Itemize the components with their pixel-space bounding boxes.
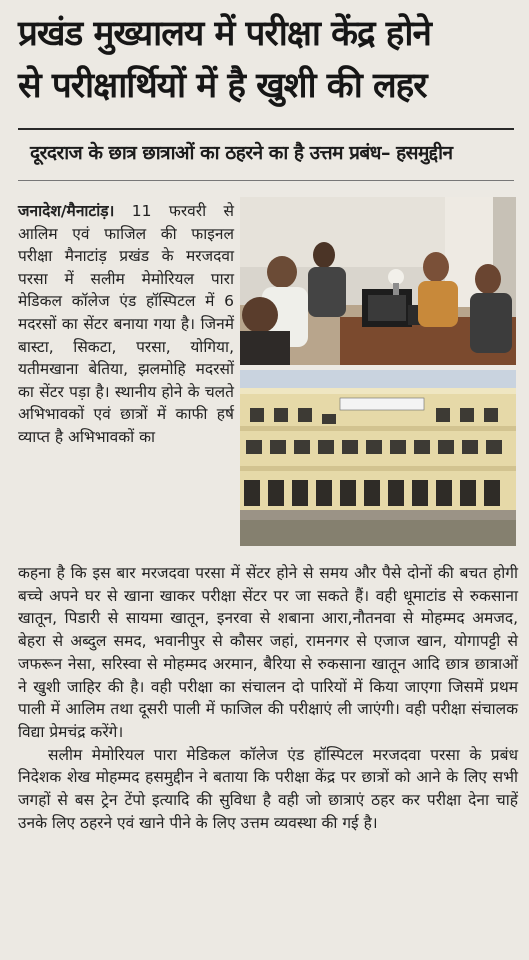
headline-line-2: से परीक्षार्थियों में है खुशी की लहर — [18, 66, 427, 106]
headline-divider — [18, 128, 514, 130]
college-building-illustration — [240, 370, 516, 546]
dateline: जनादेश/मैनाटांड़। — [18, 202, 115, 220]
subheadline: दूरदराज के छात्र छात्राओं का ठहरने का है उत्तम प्रबंध– हसमुद्दीन — [30, 142, 453, 164]
article-body — [18, 562, 518, 834]
article-column-text — [18, 200, 234, 449]
article-paragraph-2: सलीम मेमोरियल पारा मेडिकल कॉलेज एंड हॉस्पिटल मरजदवा परसा के प्रबंध निदेशक शेख मोहम्मद हसमुद्दीन ने बताया कि परीक्षा केंद्र पर छात्रों को आने के लिए सभी जगहों से बस ट्रेन टेंपो इत्यादि की सुविधा है वही जो छात्राएं ठहर कर परीक्षा देना चाहें उनके लिए ठहरने एवं खाने पीने के लिए उत्तम व्यवस्था की गई है। — [18, 745, 518, 832]
building-photo — [240, 370, 516, 546]
meeting-photo — [240, 197, 516, 365]
article-paragraph-1: कहना है कि इस बार मरजदवा परसा में सेंटर होने से समय और पैसे दोनों की बचत होगी बच्चे अपने घर से खाना खाकर परीक्षा सेंटर पर जा सकते हैं। वही धूमाटांड से रुकसाना खातून, पिडारी से सायमा खातून, इनरवा से शबाना आरा,नौतनवा से मोहम्मद अमजद, बेहरा से अब्दुल समद, भवानीपुर से कौसर जहां, रामनगर से एजाज खान, योगापट्टी से जफरून नेसा, सरिस्वा से मोहम्मद अरमान, बैरिया से रुकसाना खातून आदि छात्र छात्राओं ने खुशी जाहिर की है। वही परीक्षा का संचालन दो पारियों में किया जाएगा जिसमें प्रथम पाली में आलिम तथा दूसरी पाली में फाजिल की परीक्षाएं ली जाएंगी। वही परीक्षा संचालक विद्या प्रेमचंद्र करेंगे। — [18, 564, 518, 741]
headline-line-1: प्रखंड मुख्यालय में परीक्षा केंद्र होने — [18, 14, 431, 54]
subheadline-divider — [18, 180, 514, 181]
headline — [18, 8, 518, 112]
meeting-scene-illustration — [240, 197, 516, 365]
column-body: 11 फरवरी से आलिम एवं फाजिल की फाइनल परीक्षा मैनाटांड़ प्रखंड के मरजदवा परसा में सलीम मेमोरियल पारा मेडिकल कॉलेज एंड हॉस्पिटल में 6 मदरसों का सेंटर बनाया गया है। जिनमें बास्टा, सिकटा, परसा, योगिया, यतीमखाना बेतिया, झलमोहि मदरसों का सेंटर पड़ा है। स्थानीय होने के चलते अभिभावकों एवं छात्रों में काफी हर्ष व्याप्त है अभिभावकों का — [18, 202, 234, 446]
